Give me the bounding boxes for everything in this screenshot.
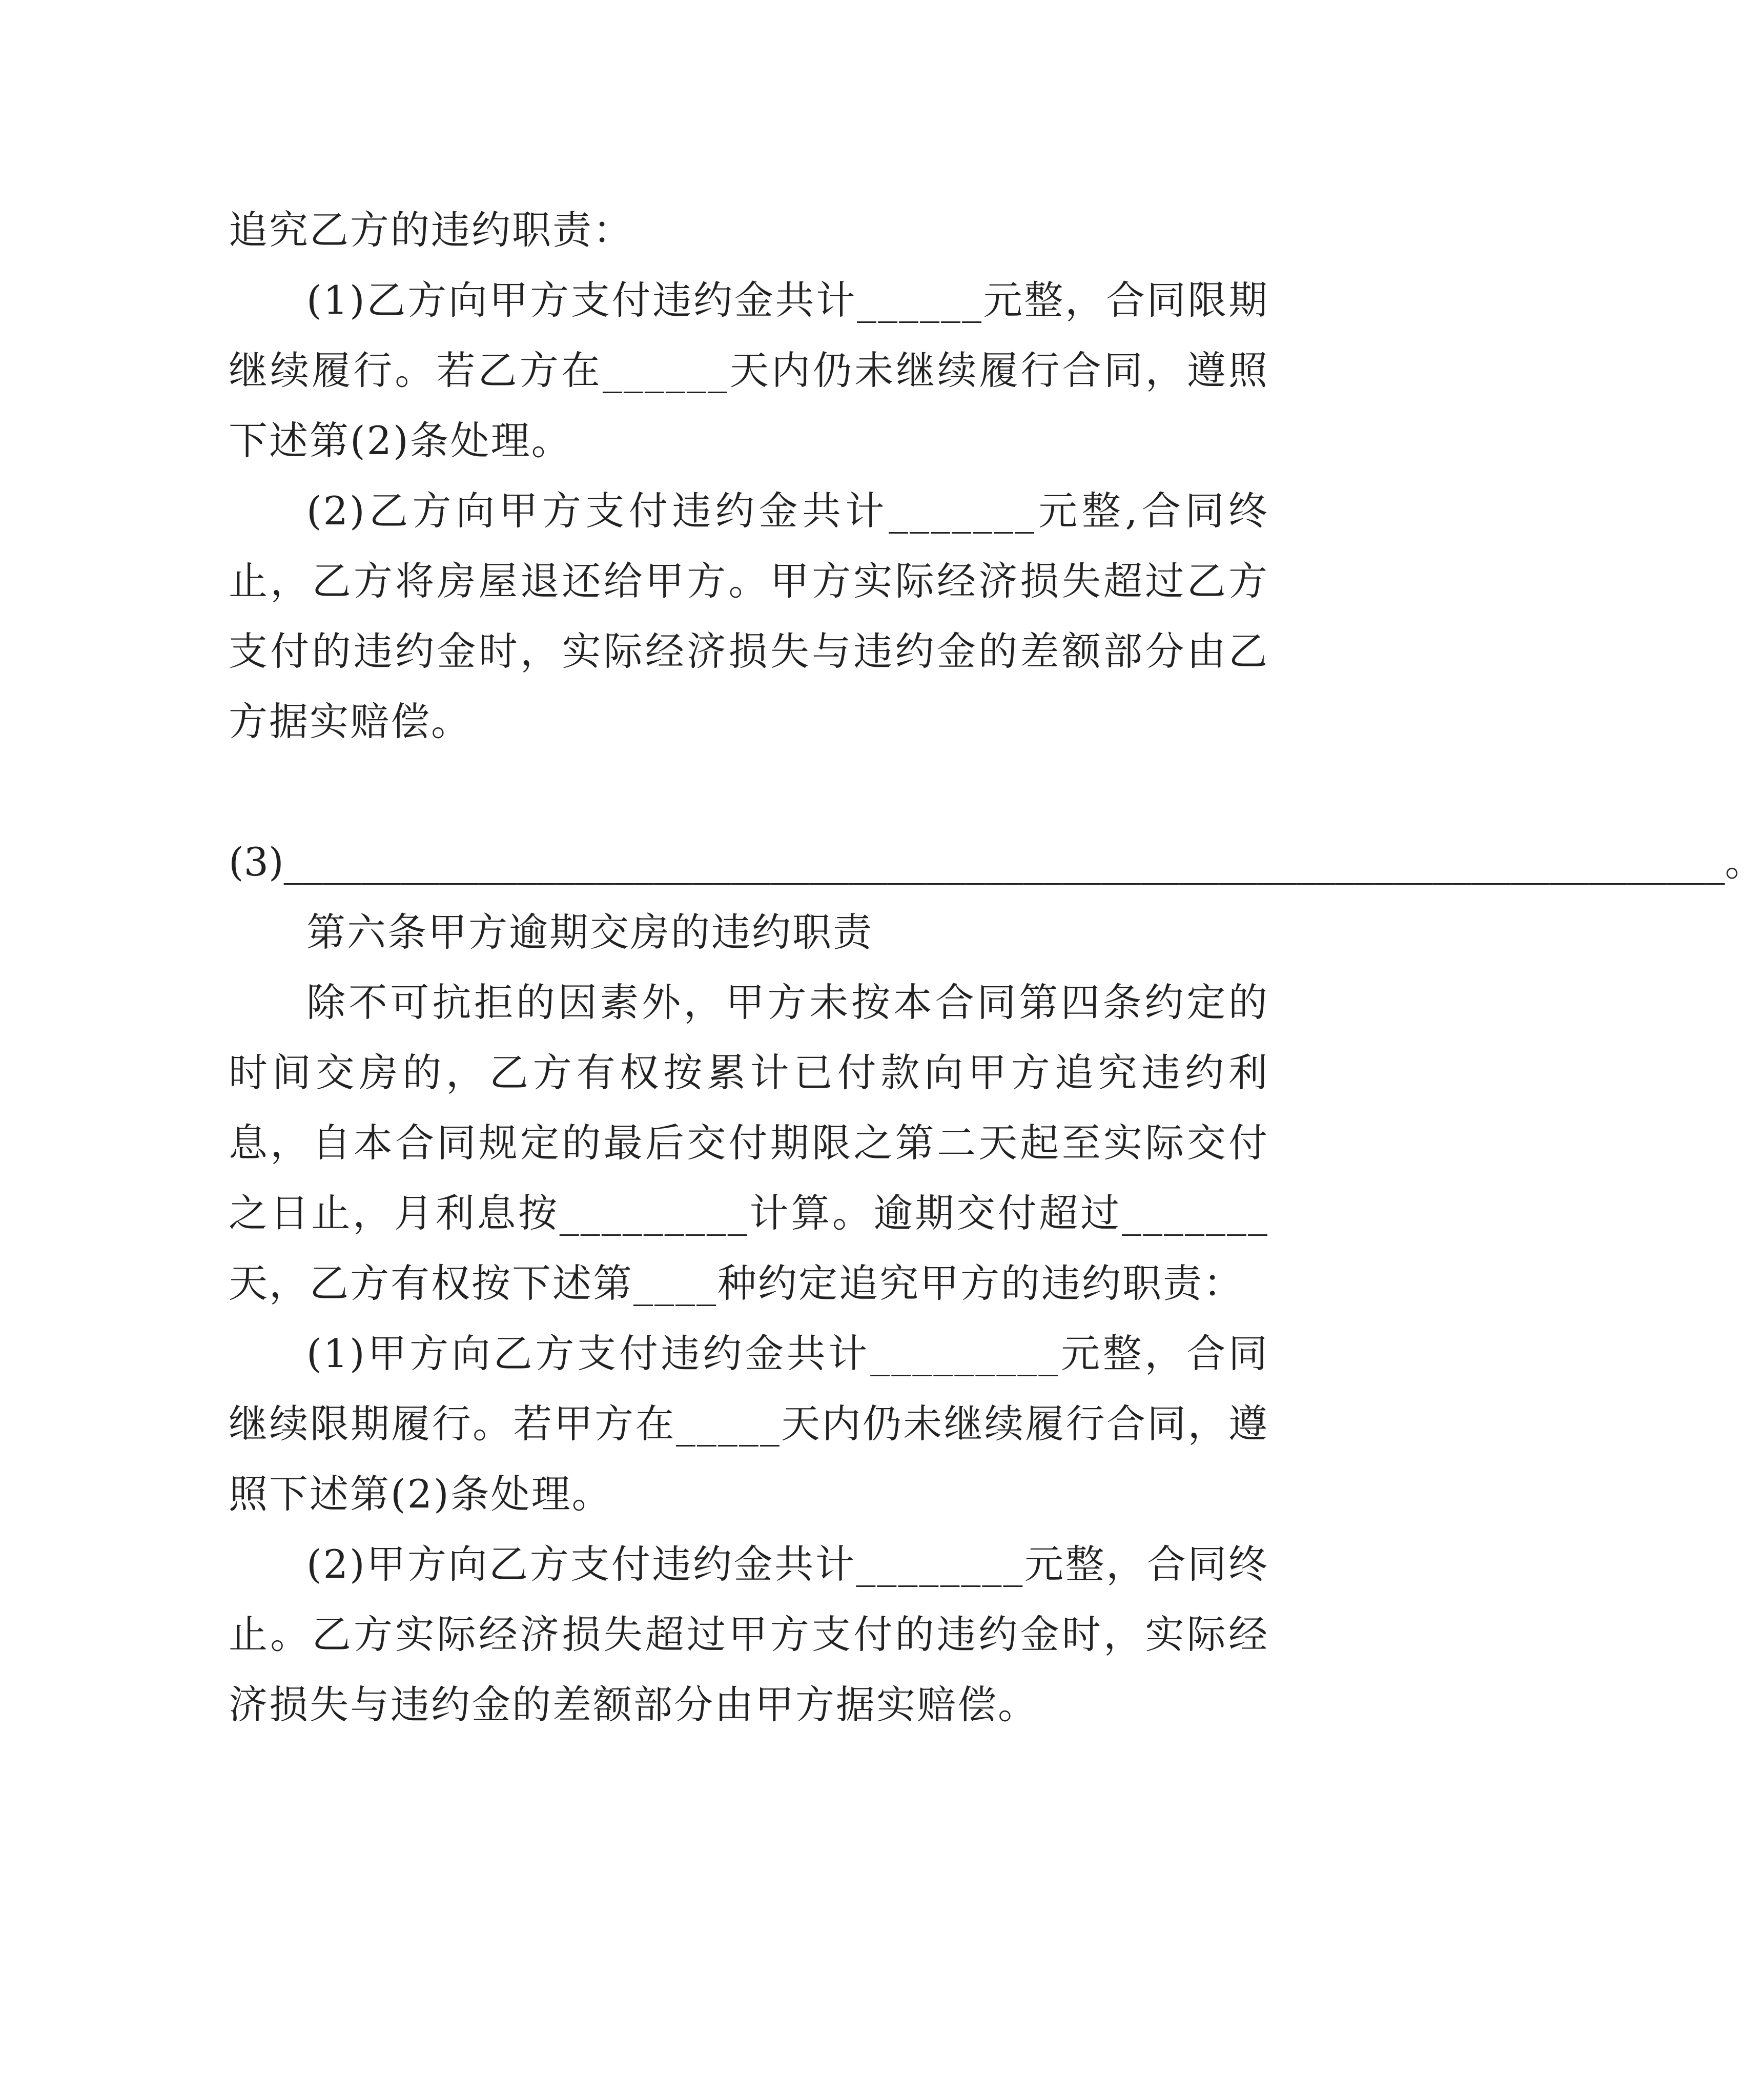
blank-spacer <box>229 757 1269 827</box>
paragraph-clause-2-party-b: (2)乙方向甲方支付违约金共计_______元整,合同终止，乙方将房屋退还给甲方。甲方实际经济损失超过乙方支付的违约金时，实际经济损失与违约金的差额部分由乙方据实赔偿。 <box>229 488 1269 744</box>
paragraph-article-6-body: 除不可抗拒的因素外，甲方未按本合同第四条约定的时间交房的，乙方有权按累计已付款向甲方追究违约利息，自本合同规定的最后交付期限之第二天起至实际交付之日止，月利息按_________计算。逾期交付超过_______天，乙方有权按下述第____种约定追究甲方的违约职责： <box>229 980 1269 1306</box>
paragraph-clause-3-blank: (3)__________________________________________________________________________。 <box>229 839 1764 885</box>
article-6-heading: 第六条甲方逾期交房的违约职责 <box>306 909 873 955</box>
paragraph-clause-1-party-a: (1)甲方向乙方支付违约金共计_________元整，合同继续限期履行。若甲方在_____天内仍未继续履行合同，遵照下述第(2)条处理。 <box>229 1331 1269 1517</box>
paragraph-clause-2-party-a: (2)甲方向乙方支付违约金共计________元整，合同终止。乙方实际经济损失超过甲方支付的违约金时，实际经济损失与违约金的差额部分由甲方据实赔偿。 <box>229 1541 1269 1727</box>
paragraph-clause-1-party-b: (1)乙方向甲方支付违约金共计______元整，合同限期继续履行。若乙方在______天内仍未继续履行合同，遵照下述第(2)条处理。 <box>229 277 1269 463</box>
paragraph-breach-liability-intro: 追究乙方的违约职责： <box>229 207 633 253</box>
document-body <box>229 195 1764 1740</box>
